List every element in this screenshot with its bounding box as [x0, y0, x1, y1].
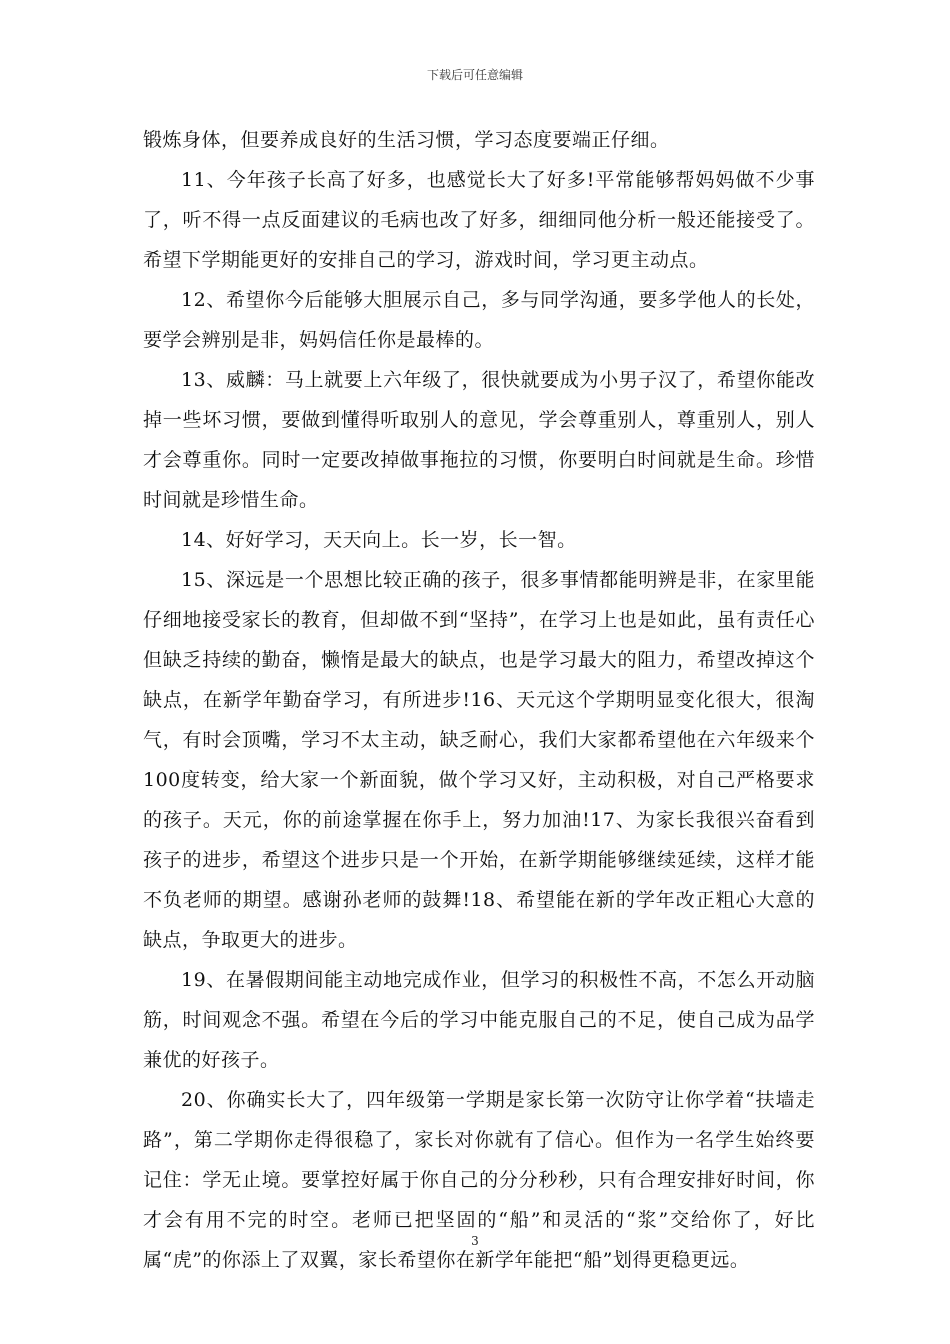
paragraph-13: 13、威麟：马上就要上六年级了，很快就要成为小男子汉了，希望你能改掉一些坏习惯，要做到懂得听取别人的意见，学会尊重别人，尊重别人，别人才会尊重你。同时一定要改掉做事拖拉的习惯，你要明白时间就是生命。珍惜时间就是珍惜生命。: [143, 369, 815, 511]
paragraph-11: 11、今年孩子长高了好多，也感觉长大了好多!平常能够帮妈妈做不少事了，听不得一点反面建议的毛病也改了好多，细细同他分析一般还能接受了。希望下学期能更好的安排自己的学习，游戏时间，学习更主动点。: [143, 169, 815, 271]
paragraph-19: 19、在暑假期间能主动地完成作业，但学习的积极性不高，不怎么开动脑筋，时间观念不强。希望在今后的学习中能克服自己的不足，使自己成为品学兼优的好孩子。: [143, 969, 815, 1071]
paragraph-20: 20、你确实长大了，四年级第一学期是家长第一次防守让你学着“扶墙走路”，第二学期你走得很稳了，家长对你就有了信心。但作为一名学生始终要记住：学无止境。要掌控好属于你自己的分分秒秒，只有合理安排好时间，你才会有用不完的时空。老师已把坚固的“船”和灵活的“浆”交给你了，好比属“虎”的你添上了双翼，家长希望你在新学年能把“船”划得更稳更远。: [143, 1089, 815, 1271]
paragraph-continuation: 锻炼身体，但要养成良好的生活习惯，学习态度要端正仔细。: [143, 129, 670, 151]
document-body: [143, 120, 815, 1280]
paragraph-12: 12、希望你今后能够大胆展示自己，多与同学沟通，要多学他人的长处，要学会辨别是非，妈妈信任你是最棒的。: [143, 289, 815, 351]
page-number: 3: [471, 1234, 479, 1248]
page-header: 下载后可任意编辑: [426, 68, 523, 82]
paragraph-14: 14、好好学习，天天向上。长一岁，长一智。: [181, 529, 577, 551]
paragraph-15: 15、深远是一个思想比较正确的孩子，很多事情都能明辨是非，在家里能仔细地接受家长的教育，但却做不到“坚持”，在学习上也是如此，虽有责任心但缺乏持续的勤奋，懒惰是最大的缺点，也是学习最大的阻力，希望改掉这个缺点，在新学年勤奋学习，有所进步!16、天元这个学期明显变化很大，很淘气，有时会顶嘴，学习不太主动，缺乏耐心，我们大家都希望他在六年级来个100度转变，给大家一个新面貌，做个学习又好，主动积极，对自己严格要求的孩子。天元，你的前途掌握在你手上，努力加油!17、为家长我很兴奋看到孩子的进步，希望这个进步只是一个开始，在新学期能够继续延续，这样才能不负老师的期望。感谢孙老师的鼓舞!18、希望能在新的学年改正粗心大意的缺点，争取更大的进步。: [143, 569, 815, 951]
